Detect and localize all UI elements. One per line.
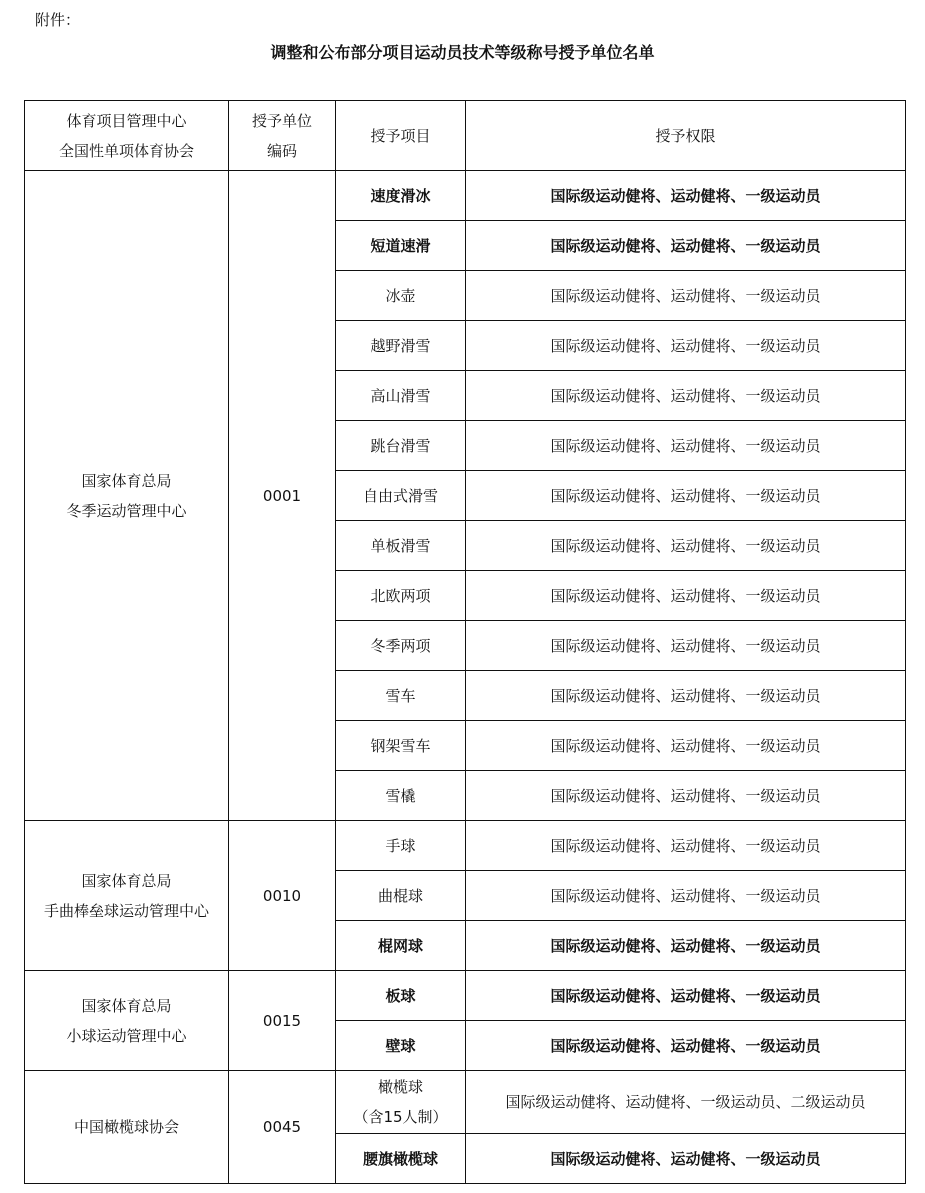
authority-cell: 国际级运动健将、运动健将、一级运动员: [466, 321, 906, 371]
unit-name-line1: 中国橄榄球协会: [73, 1118, 179, 1136]
unit-name-line1: 国家体育总局: [81, 871, 172, 890]
table-row: [25, 171, 906, 221]
sport-item-cell: 越野滑雪: [336, 321, 466, 371]
unit-name-cell: [25, 971, 229, 1071]
unit-name-line1: 国家体育总局: [81, 996, 172, 1015]
authority-cell: 国际级运动健将、运动健将、一级运动员: [466, 271, 906, 321]
authorization-table: [24, 100, 906, 1184]
authority-cell: 国际级运动健将、运动健将、一级运动员: [466, 871, 906, 921]
header-item: 授予项目: [336, 101, 466, 171]
authority-cell: 国际级运动健将、运动健将、一级运动员: [466, 221, 906, 271]
unit-name-cell: [25, 1071, 229, 1184]
sport-item-cell: 自由式滑雪: [336, 471, 466, 521]
authority-cell: 国际级运动健将、运动健将、一级运动员: [466, 1021, 906, 1071]
authority-cell: 国际级运动健将、运动健将、一级运动员: [466, 371, 906, 421]
sport-item-line2: （含15人制）: [353, 1108, 448, 1126]
authority-cell: 国际级运动健将、运动健将、一级运动员: [466, 921, 906, 971]
sport-item-cell: 北欧两项: [336, 571, 466, 621]
authority-cell: 国际级运动健将、运动健将、一级运动员: [466, 721, 906, 771]
header-code: [229, 101, 336, 171]
unit-name-line1: 国家体育总局: [81, 471, 172, 490]
unit-code-cell: 0015: [229, 971, 336, 1071]
sport-item-cell: 棍网球: [336, 921, 466, 971]
authority-cell: 国际级运动健将、运动健将、一级运动员: [466, 1134, 906, 1184]
header-code-line1: 授予单位: [251, 111, 312, 130]
unit-name-cell: [25, 171, 229, 821]
authority-cell: 国际级运动健将、运动健将、一级运动员、二级运动员: [466, 1071, 906, 1134]
authority-cell: 国际级运动健将、运动健将、一级运动员: [466, 821, 906, 871]
sport-item-cell: 板球: [336, 971, 466, 1021]
authority-cell: 国际级运动健将、运动健将、一级运动员: [466, 971, 906, 1021]
unit-name-line2: 冬季运动管理中心: [66, 501, 187, 520]
sport-item-cell: 钢架雪车: [336, 721, 466, 771]
sport-item-cell: 腰旗橄榄球: [336, 1134, 466, 1184]
authority-cell: 国际级运动健将、运动健将、一级运动员: [466, 621, 906, 671]
header-rights: 授予权限: [466, 101, 906, 171]
unit-code-cell: 0001: [229, 171, 336, 821]
unit-name-line2: 手曲棒垒球运动管理中心: [43, 901, 209, 920]
header-unit-line1: 体育项目管理中心: [66, 111, 187, 130]
sport-item-cell: 速度滑冰: [336, 171, 466, 221]
authority-cell: 国际级运动健将、运动健将、一级运动员: [466, 171, 906, 221]
sport-item-cell: 冰壶: [336, 271, 466, 321]
unit-code-cell: 0045: [229, 1071, 336, 1184]
sport-item-cell: 短道速滑: [336, 221, 466, 271]
table-row: [25, 971, 906, 1021]
sport-item-cell: 壁球: [336, 1021, 466, 1071]
sport-item-cell: [336, 1071, 466, 1134]
authority-cell: 国际级运动健将、运动健将、一级运动员: [466, 571, 906, 621]
attachment-label: 附件：: [35, 11, 81, 29]
authority-cell: 国际级运动健将、运动健将、一级运动员: [466, 771, 906, 821]
sport-item-cell: 曲棍球: [336, 871, 466, 921]
unit-name-cell: [25, 821, 229, 971]
header-unit-line2: 全国性单项体育协会: [58, 141, 194, 160]
table-row: [25, 1071, 906, 1134]
sport-item-cell: 手球: [336, 821, 466, 871]
sport-item-cell: 单板滑雪: [336, 521, 466, 571]
sport-item-cell: 雪橇: [336, 771, 466, 821]
unit-name-line2: 小球运动管理中心: [66, 1026, 187, 1045]
authority-cell: 国际级运动健将、运动健将、一级运动员: [466, 671, 906, 721]
authority-cell: 国际级运动健将、运动健将、一级运动员: [466, 421, 906, 471]
authority-cell: 国际级运动健将、运动健将、一级运动员: [466, 471, 906, 521]
header-code-line2: 编码: [266, 141, 297, 160]
table-header-row: [25, 101, 906, 171]
unit-code-cell: 0010: [229, 821, 336, 971]
sport-item-cell: 冬季两项: [336, 621, 466, 671]
sport-item-cell: 高山滑雪: [336, 371, 466, 421]
sport-item-line1: 橄榄球: [377, 1078, 423, 1096]
table-row: [25, 821, 906, 871]
authority-cell: 国际级运动健将、运动健将、一级运动员: [466, 521, 906, 571]
sport-item-cell: 跳台滑雪: [336, 421, 466, 471]
document-title: 调整和公布部分项目运动员技术等级称号授予单位名单: [270, 43, 655, 62]
sport-item-cell: 雪车: [336, 671, 466, 721]
header-unit: [25, 101, 229, 171]
